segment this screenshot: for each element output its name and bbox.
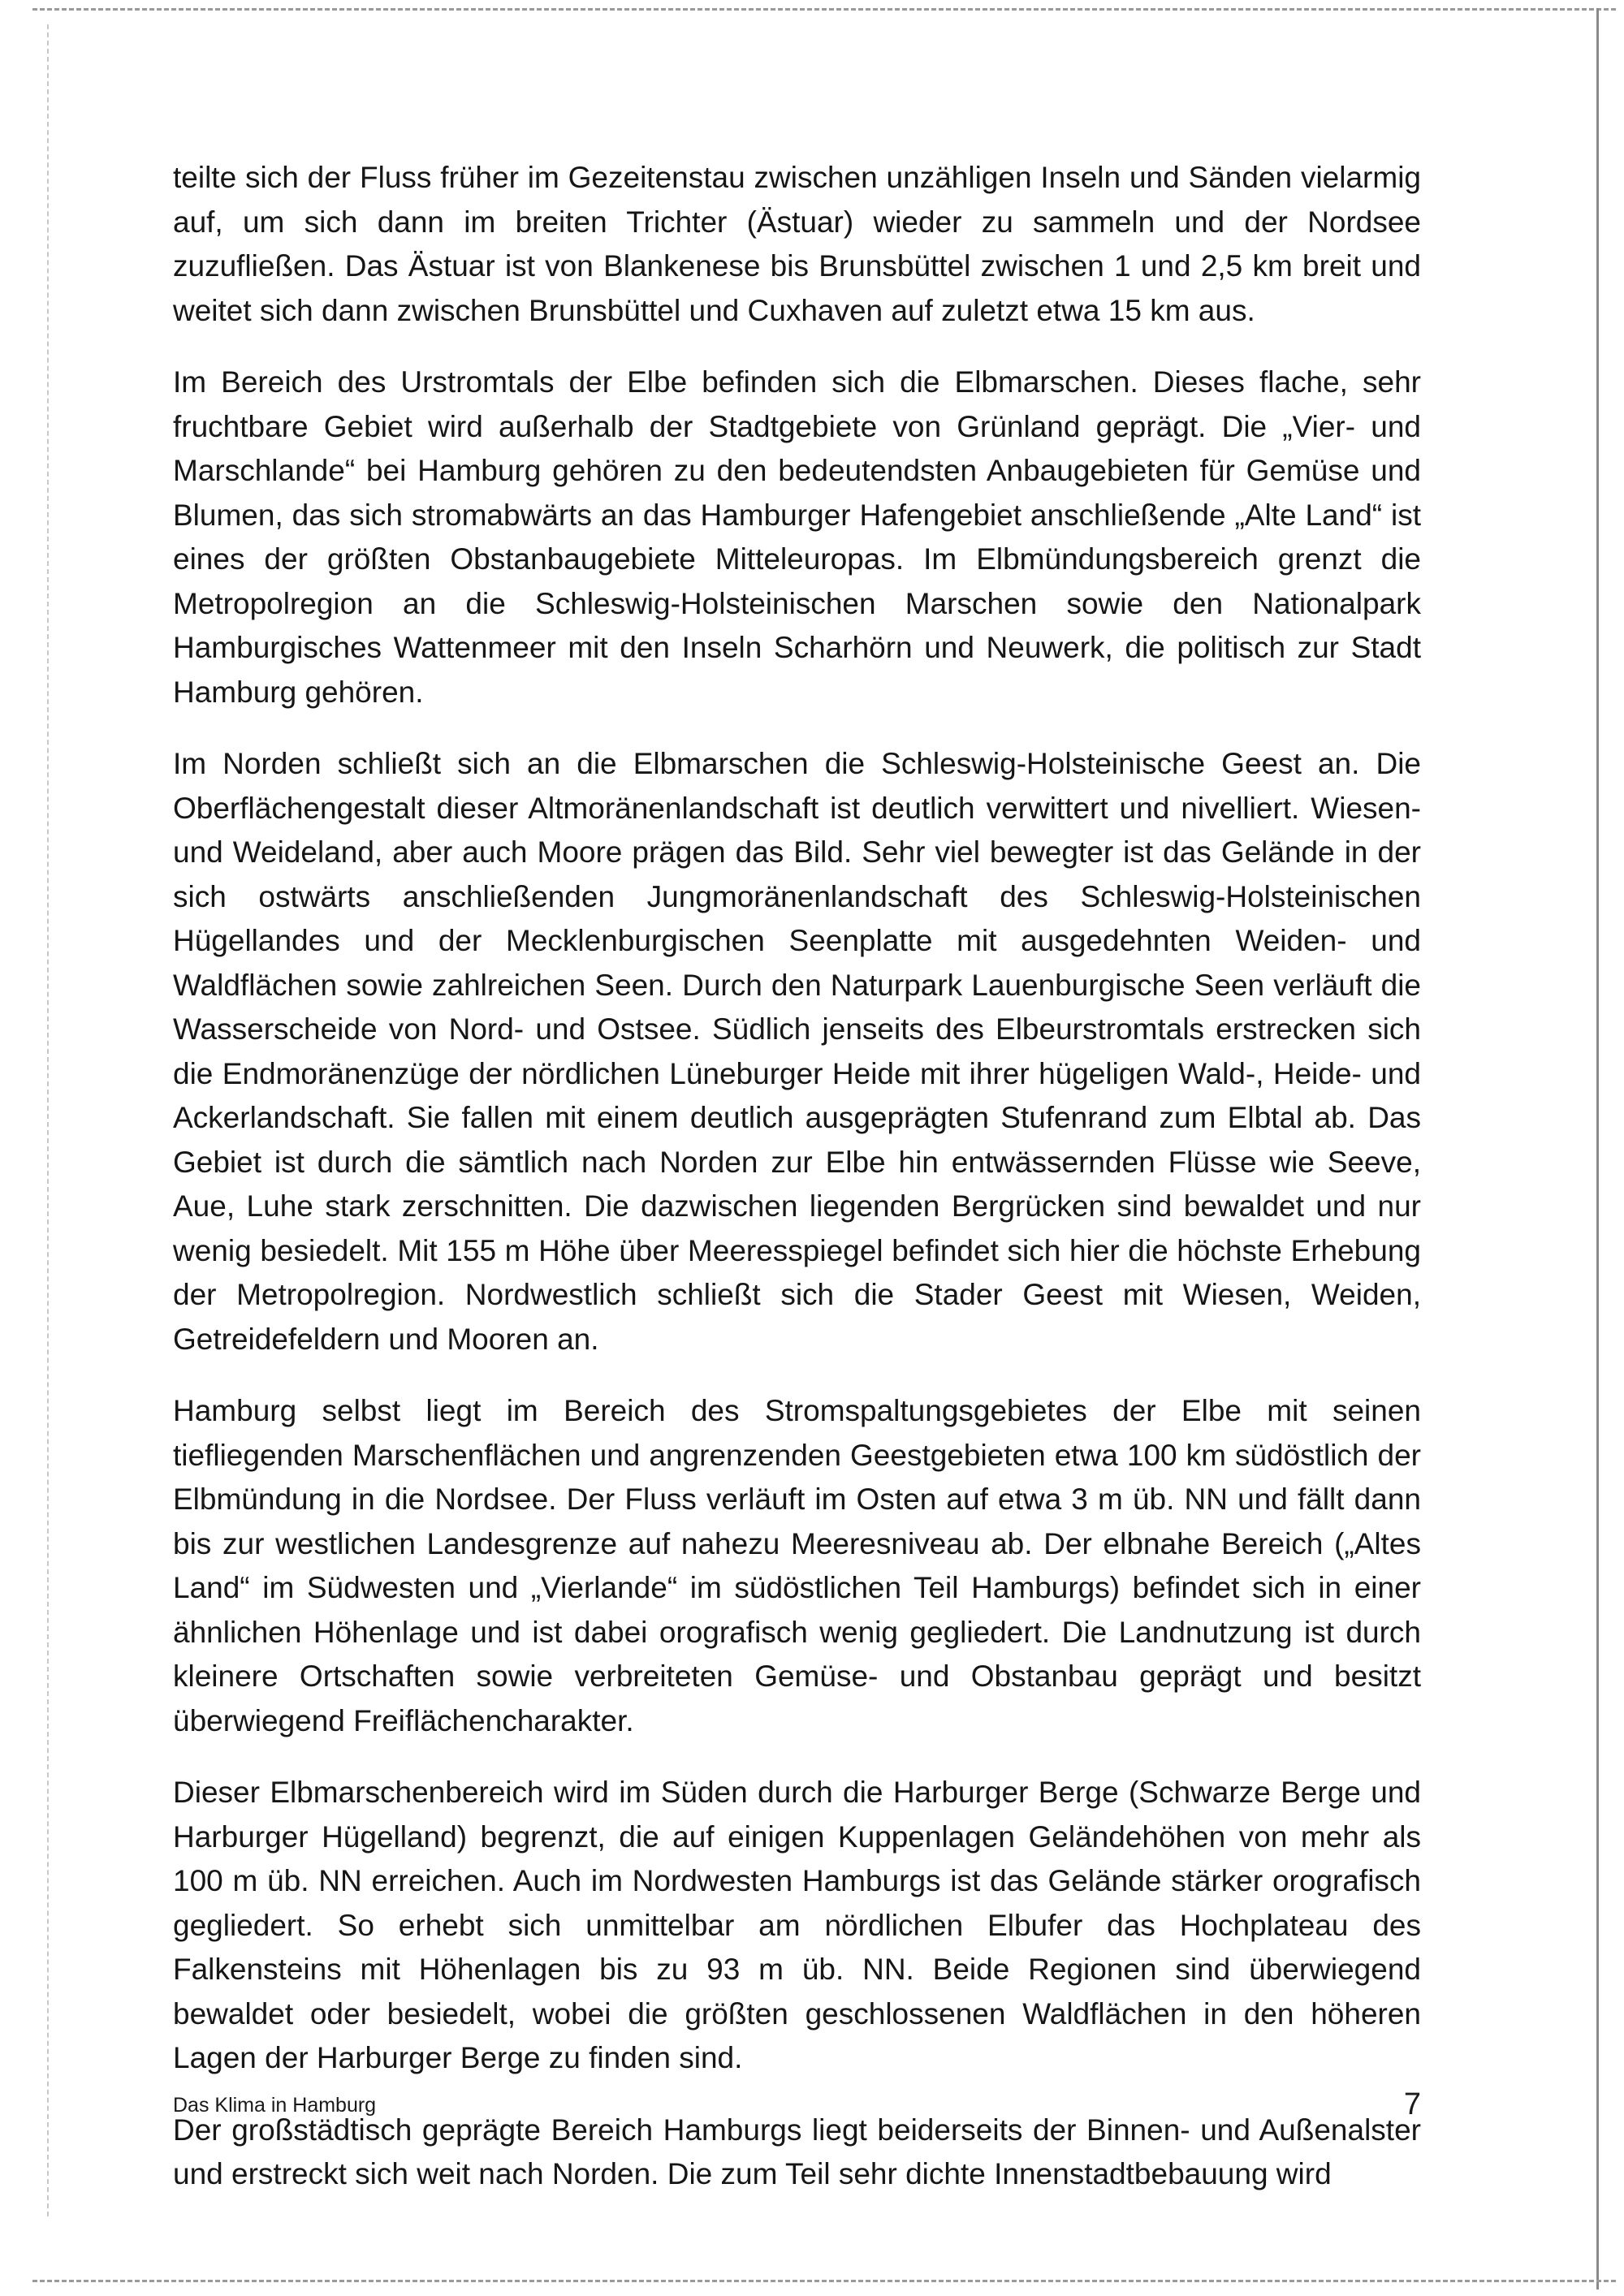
scan-edge-left	[47, 24, 49, 2216]
scan-edge-top	[32, 8, 1616, 11]
footer-page-number: 7	[1403, 2087, 1421, 2121]
scan-edge-bottom	[32, 2280, 1616, 2282]
paragraph-geest-heide: Im Norden schließt sich an die Elbmarschen die Schleswig-Holsteinische Geest an. Die Oberflächengestalt dieser Altmoränenlandschaft ist deutlich verwittert und nivelliert. Wiesen- und Weideland, aber auch Moore prägen das Bild. Sehr viel bewegter ist das Gelände in der sich ostwärts anschließenden Jungmoränenlandschaft des Schleswig-Holsteinischen Hügellandes und der Mecklenburgischen Seenplatte mit ausgedehnten Weiden- und Waldflächen sowie zahlreichen Seen. Durch den Naturpark Lauenburgische Seen verläuft die Wasserscheide von Nord- und Ostsee. Südlich jenseits des Elbeurstromtals erstrecken sich die Endmoränenzüge der nördlichen Lüneburger Heide mit ihrer hügeligen Wald-, Heide- und Ackerlandschaft. Sie fallen mit einem deutlich ausgeprägten Stufenrand zum Elbtal ab. Das Gebiet ist durch die sämtlich nach Norden zur Elbe hin entwässernden Flüsse wie Seeve, Aue, Luhe stark zerschnitten. Die dazwischen liegenden Bergrücken sind bewaldet und nur wenig besiedelt. Mit 155 m Höhe über Meeresspiegel befindet sich hier die höchste Erhebung der Metropolregion. Nordwestlich schließt sich die Stader Geest mit Wiesen, Weiden, Getreidefeldern und Mooren an.	[173, 747, 1421, 1356]
paragraph-elbe-estuary: teilte sich der Fluss früher im Gezeitenstau zwischen unzähligen Inseln und Sänden vielarmig auf, um sich dann im breiten Trichter (Ästuar) wieder zu sammeln und der Nordsee zuzufließen. Das Ästuar ist von Blankenese bis Brunsbüttel zwischen 1 und 2,5 km breit und weitet sich dann zwischen Brunsbüttel und Cuxhaven auf zuletzt etwa 15 km aus.	[173, 161, 1421, 327]
body-text	[173, 156, 1421, 2225]
paragraph-elbmarschen: Im Bereich des Urstromtals der Elbe befinden sich die Elbmarschen. Dieses flache, sehr fruchtbare Gebiet wird außerhalb der Stadtgebiete von Grünland geprägt. Die „Vier- und Marschlande“ bei Hamburg gehören zu den bedeutendsten Anbaugebieten für Gemüse und Blumen, das sich stromabwärts an das Hamburger Hafengebiet anschließende „Alte Land“ ist eines der größten Obstanbaugebiete Mitteleuropas. Im Elbmündungsbereich grenzt die Metropolregion an die Schleswig-Holsteinischen Marschen sowie den Nationalpark Hamburgisches Wattenmeer mit den Inseln Scharhörn und Neuwerk, die politisch zur Stadt Hamburg gehören.	[173, 365, 1421, 709]
paragraph-city-area: Der großstädtisch geprägte Bereich Hamburgs liegt beiderseits der Binnen- und Außenalster und erstreckt sich weit nach Norden. Die zum Teil sehr dichte Innenstadtbebauung wird	[173, 2113, 1421, 2190]
paragraph-hamburg-location: Hamburg selbst liegt im Bereich des Stromspaltungsgebietes der Elbe mit seinen tiefliegenden Marschenflächen und angrenzenden Geestgebieten etwa 100 km südöstlich der Elbmündung in die Nordsee. Der Fluss verläuft im Osten auf etwa 3 m üb. NN und fällt dann bis zur westlichen Landesgrenze auf nahezu Meeresniveau ab. Der elbnahe Bereich („Altes Land“ im Südwesten und „Vierlande“ im südöstlichen Teil Hamburgs) befindet sich in einer ähnlichen Höhenlage und ist dabei orografisch wenig gegliedert. Die Landnutzung ist durch kleinere Ortschaften sowie verbreiteten Gemüse- und Obstanbau geprägt und besitzt überwiegend Freiflächencharakter.	[173, 1394, 1421, 1737]
scan-edge-right	[1596, 8, 1599, 2290]
footer-document-title: Das Klima in Hamburg	[173, 2094, 377, 2117]
paragraph-harburger-berge: Dieser Elbmarschenbereich wird im Süden durch die Harburger Berge (Schwarze Berge und Harburger Hügelland) begrenzt, die auf einigen Kuppenlagen Geländehöhen von mehr als 100 m üb. NN erreichen. Auch im Nordwesten Hamburgs ist das Gelände stärker orografisch gegliedert. So erhebt sich unmittelbar am nördlichen Elbufer das Hochplateau des Falkensteins mit Höhenlagen bis zu 93 m üb. NN. Beide Regionen sind überwiegend bewaldet oder besiedelt, wobei die größten geschlossenen Waldflächen in den höheren Lagen der Harburger Berge zu finden sind.	[173, 1776, 1421, 2074]
